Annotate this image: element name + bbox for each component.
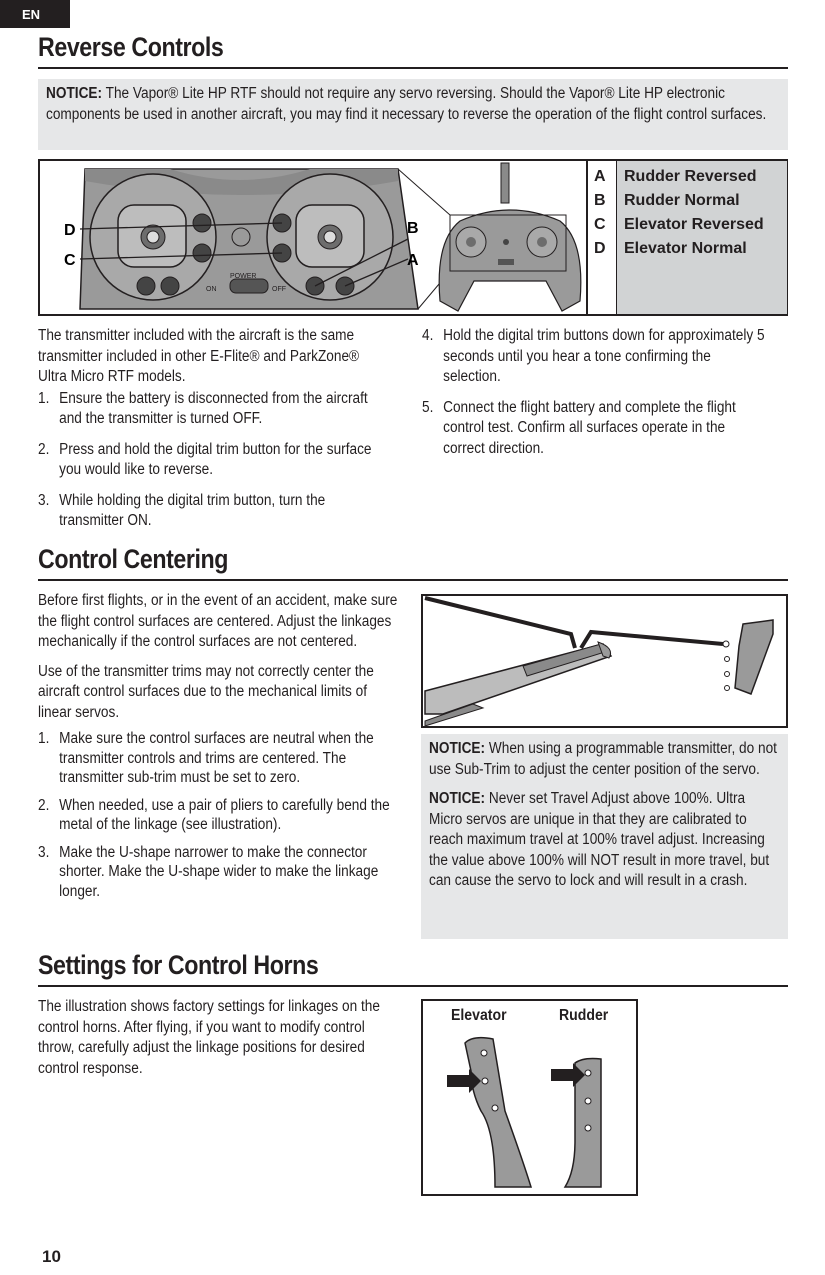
- list-item: 5. Connect the flight battery and complete the flight control test. Confirm all surfaces operate in the correct direction.: [422, 398, 736, 457]
- legend-key: D: [594, 240, 606, 257]
- notice-label: NOTICE:: [46, 85, 103, 102]
- reverse-notice: [38, 79, 788, 150]
- list-item: 1. Make sure the control surfaces are neutral when the transmitter controls and trims are centered. The transmitter sub-trim must be set to zero.: [38, 730, 374, 786]
- transmitter-figure: [38, 159, 788, 316]
- callout-d: D: [64, 222, 76, 239]
- notice-label: NOTICE:: [429, 790, 486, 807]
- power-label: POWER: [230, 273, 257, 280]
- pliers-illustration: [423, 596, 786, 726]
- on-label: ON: [206, 286, 217, 293]
- reverse-intro: The transmitter included with the aircraft is the same transmitter included in other E-Flite® and ParkZone® Ultra Micro RTF models.: [38, 327, 360, 385]
- off-label: OFF: [272, 286, 286, 293]
- legend-key: B: [594, 192, 606, 209]
- notice-label: NOTICE:: [429, 740, 486, 757]
- legend-label: Rudder Normal: [624, 192, 740, 209]
- elevator-label: Elevator: [451, 1007, 507, 1024]
- reverse-steps-list: [38, 389, 386, 532]
- list-item: 2. Press and hold the digital trim button for the surface you would like to reverse.: [38, 440, 372, 478]
- centering-steps-list: [38, 729, 401, 901]
- legend-key: A: [594, 168, 606, 185]
- notice-text: Never set Travel Adjust above 100%. Ultra Micro servos are unique in that they are calibrated to reach maximum travel at 100% travel adjust. Increasing the value above 100% will NOT result in more travel, but can cause the servo to lock and will result in a crash.: [429, 790, 770, 889]
- notice-sub-trim: [429, 739, 779, 780]
- centering-left-column: [38, 591, 403, 901]
- list-item: 3. While holding the digital trim button, turn the transmitter ON.: [38, 491, 326, 529]
- callout-a: A: [407, 252, 419, 269]
- callout-b: B: [407, 220, 419, 237]
- page-number: 10: [42, 1247, 61, 1266]
- centering-notice-box: [421, 734, 788, 939]
- list-item: 1. Ensure the battery is disconnected from the aircraft and the transmitter is turned OFF.: [38, 389, 368, 427]
- legend-label: Elevator Normal: [624, 240, 747, 257]
- list-item: 2. When needed, use a pair of pliers to carefully bend the metal of the linkage (see illustration).: [38, 796, 390, 833]
- centering-para-1: Before first flights, or in the event of an accident, make sure the flight control surfaces are centered. Adjust the linkages mechanically if the control surfaces are not centered.: [38, 592, 398, 650]
- notice-travel-adjust: [429, 789, 779, 892]
- notice-text: When using a programmable transmitter, do not use Sub-Trim to adjust the center position of the servo.: [429, 740, 777, 778]
- control-horns-heading: Settings for Control Horns: [38, 950, 319, 980]
- reverse-left-column: [38, 326, 398, 532]
- section-rule: [38, 579, 788, 581]
- pliers-figure: [421, 594, 788, 728]
- control-centering-heading: Control Centering: [38, 544, 229, 574]
- section-rule: [38, 67, 788, 69]
- callout-c: C: [64, 252, 76, 269]
- notice-text: The Vapor® Lite HP RTF should not require any servo reversing. Should the Vapor® Lite HP electronic components be used in another aircraft, you may find it necessary to reverse the operation of the flight control surfaces.: [46, 85, 767, 123]
- list-item: 3. Make the U-shape narrower to make the connector shorter. Make the U-shape wider to make the linkage longer.: [38, 843, 379, 900]
- legend-key: C: [594, 216, 606, 233]
- rudder-label: Rudder: [559, 1007, 609, 1024]
- reverse-right-column: [422, 326, 782, 459]
- language-tab: EN: [0, 0, 70, 28]
- legend-label: Elevator Reversed: [624, 216, 764, 233]
- reverse-steps-list-cont: [422, 326, 770, 459]
- control-horns-illustration: [423, 1001, 636, 1194]
- centering-para-2: Use of the transmitter trims may not correctly center the aircraft control surfaces due to the mechanical limits of linear servos.: [38, 662, 374, 721]
- legend-label: Rudder Reversed: [624, 168, 757, 185]
- control-horns-figure: [421, 999, 638, 1196]
- section-rule: [38, 985, 788, 987]
- elevator-horn: [465, 1038, 531, 1187]
- list-item: 4. Hold the digital trim buttons down for approximately 5 seconds until you hear a tone confirming the selection.: [422, 327, 765, 385]
- horns-text: The illustration shows factory settings for linkages on the control horns. After flying, if you want to modify control throw, carefully adjust the linkage positions for desired control response.: [38, 998, 380, 1077]
- reverse-controls-heading: Reverse Controls: [38, 32, 224, 62]
